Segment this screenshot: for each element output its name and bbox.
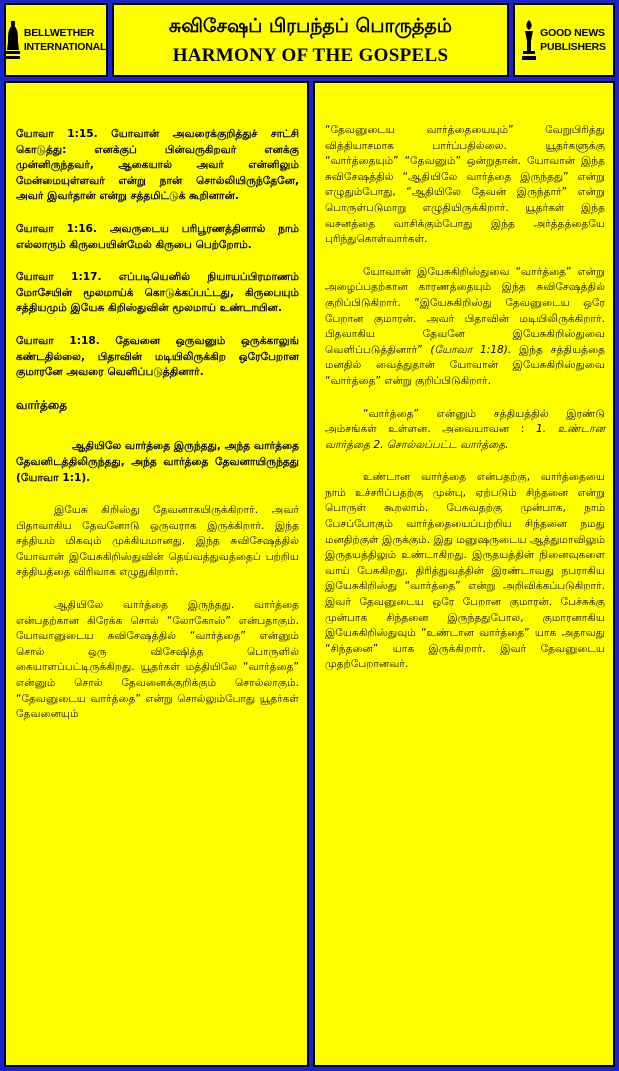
- paragraph-text: “வார்த்தை” என்னும் சத்தியத்தில் இரண்டு அம்சங்கள் உள்ளன. அவையாவன :: [325, 407, 605, 436]
- left-logo-line2: INTERNATIONAL: [23, 41, 107, 53]
- verse-john-1-15: யோவா 1:15. யோவான் அவரைக்குறித்துச் சாட்சி கொடுத்து: எனக்குப் பின்வருகிறவர் எனக்கு முன்னிருந்தவர், ஆகையால் அவர் என்னிலும் மேன்மையுள்ளவர் என்று நான் சொல்லியிருந்தேனே, அவர் இவர்தான் என்று சத்தமிட்டுக் கூறினான்.: [16, 128, 299, 203]
- verse-john-1-16: யோவா 1:16. அவருடைய பரிபூரணத்தினால் நாம் எல்லாரும் கிருபையின்மேல் கிருபை பெற்றோம்.: [16, 222, 299, 251]
- paragraph-text: இந்த சத்தியத்தை மனதில் வைத்துதான் யோவான் இயேசுகிறிஸ்துவை “வார்த்தை” என்று குறிப்பிடுகிறார்.: [325, 343, 606, 387]
- bellwether-logo: [4, 3, 108, 77]
- left-column: [4, 81, 309, 1067]
- paragraph: [325, 265, 605, 390]
- verse-john-1-17: யோவா 1:17. எப்படியெனில் நியாயப்பிரமாணம் மோசேயின் மூலமாய்க் கொடுக்கப்பட்டது, கிருபையும் சத்தியமும் இயேசு கிறிஸ்துவின் மூலமாய் உண்டாயின.: [16, 271, 299, 315]
- right-logo-line1: GOOD NEWS: [540, 27, 605, 39]
- torch-icon: [522, 19, 536, 61]
- right-logo-line2: PUBLISHERS: [540, 41, 606, 53]
- quote-john-1-1: ஆதியிலே வார்த்தை இருந்தது, அந்த வார்த்தை தேவனிடத்திலிருந்தது, அந்த வார்த்தை தேவனாயிருந்தது (யோவா 1:1).: [16, 440, 299, 484]
- paragraph: “தேவனுடைய வார்த்தையையும்” வேறுபிரித்து வித்தியாசமாக பார்ப்பதில்லை. யூதர்களுக்கு “வார்த்தையும்” “தேவனும்” ஒன்றுதான். யோவான் இந்த சுவிசேஷத்தில் “ஆதியிலே வார்த்தை இருந்தது” என்று எழுதும்போது, “ஆதியிலே தேவன் இருந்தார்” என்று பொருள்படுமாறு எழுதியிருக்கிறார். யூதர்கள் இந்த வசனத்தை வாசிக்கும்போது இந்த அர்த்தத்தையே புரிந்துகொள்வார்கள்.: [325, 124, 605, 246]
- paragraph-list: 1. உண்டான வார்த்தை 2. சொல்லப்பட்ட வார்த்தை.: [325, 423, 605, 451]
- paragraph: உண்டான வார்த்தை என்பதற்கு, வார்த்தையை நாம் உச்சரிப்பதற்கு முன்பு, ஏற்படும் சிந்தனை என்று பொருள் கூறலாம். பேசுவதற்கு முன்பாக, நாம் பேசப்போகும் வார்த்தையைப்பற்றிய சிந்தனை நமது மனதிற்குள் இருக்கும். இது மனுஷருடைய ஆத்துமாவிலும் இருதயத்திலும் உண்டாகிறது. இருதயத்தின் நினைவுகளை வாய் பேசுகிறது. திரித்துவத்தின் இரண்டாவது நபராகிய இயேசுகிறிஸ்து “வார்த்தை” என்று அறிவிக்கப்படுகிறார். இவர் தேவனுடைய ஒரே பேறான குமாரன். பேச்சுக்கு முன்பாக சிந்தனை இருந்ததுபோல, குமாரனாகிய இயேசுகிறிஸ்துவும் “உண்டான வார்த்தை” யாக அதாவது “சிந்தனை” யாக இருக்கிறார். இவர் தேவனுடைய முதற்பேறானவர்.: [325, 471, 605, 671]
- right-column: [313, 81, 615, 1067]
- title-tamil: சுவிசேஷப் பிரபந்தப் பொருத்தம்: [168, 15, 453, 37]
- paragraph: ஆதியிலே வார்த்தை இருந்தது. வார்த்தை என்பதற்கான கிரேக்க சொல் “லோகோஸ்” என்பதாகும். யோவானுடைய சுவிசேஷத்தில் “வார்த்தை” என்னும் சொல் ஒரு விசேஷித்த பொருளில் கையாளப்பட்டிருக்கிறது. யூதர்கள் மத்தியிலே “வார்த்தை” என்னும் சொல் தேவனைக்குறிக்கும் சொல்லாகும். “தேவனுடைய வார்த்தை” என்று சொல்லும்போது யூதர்கள் தேவனையும்: [16, 599, 299, 721]
- section-heading: வார்த்தை: [16, 397, 68, 412]
- good-news-logo: [513, 3, 615, 77]
- verse-reference: (யோவா 1:18).: [430, 343, 512, 356]
- bell-icon: [6, 20, 20, 60]
- title-english: HARMONY OF THE GOSPELS: [172, 45, 449, 66]
- paragraph-text: யோவான் இயேசுகிறிஸ்துவை “வார்த்தை” என்று அழைப்பதற்கான காரணத்தையும் இந்த சுவிசேஷத்தில் குறிப்பிடுகிறார். “இயேசுகிறிஸ்து தேவனுடைய ஒரே பேறான குமாரன். அவர் பிதாவின் மடியிலிருக்கிறார். பிதவாகிய தேவனே இயேசுகிறிஸ்துவை வெளிப்படுத்தினார்”: [325, 265, 605, 356]
- title-banner: [112, 3, 509, 77]
- paragraph: இயேசு கிறிஸ்து தேவனாகயிருக்கிறார். அவர் பிதாவாகிய தேவனோடு ஒருவராக இருக்கிறார். இந்த சத்தியம் மிகவும் முக்கியமானது. இந்த சுவிசேஷத்தில் யோவான் இயேசுகிறிஸ்துவின் தெய்வத்துவத்தைப் பற்றிய சத்தியத்தை விரிவாக எழுதுகிறார்.: [16, 504, 299, 579]
- left-logo-line1: BELLWETHER: [23, 27, 95, 39]
- verse-john-1-18: யோவா 1:18. தேவனை ஒருவனும் ஒருக்காலுங் கண்டதில்லை, பிதாவின் மடியிலிருக்கிற ஒரேபேறான குமாரனே அவரை வெளிப்படுத்தினார்.: [16, 334, 299, 379]
- paragraph: [325, 407, 605, 454]
